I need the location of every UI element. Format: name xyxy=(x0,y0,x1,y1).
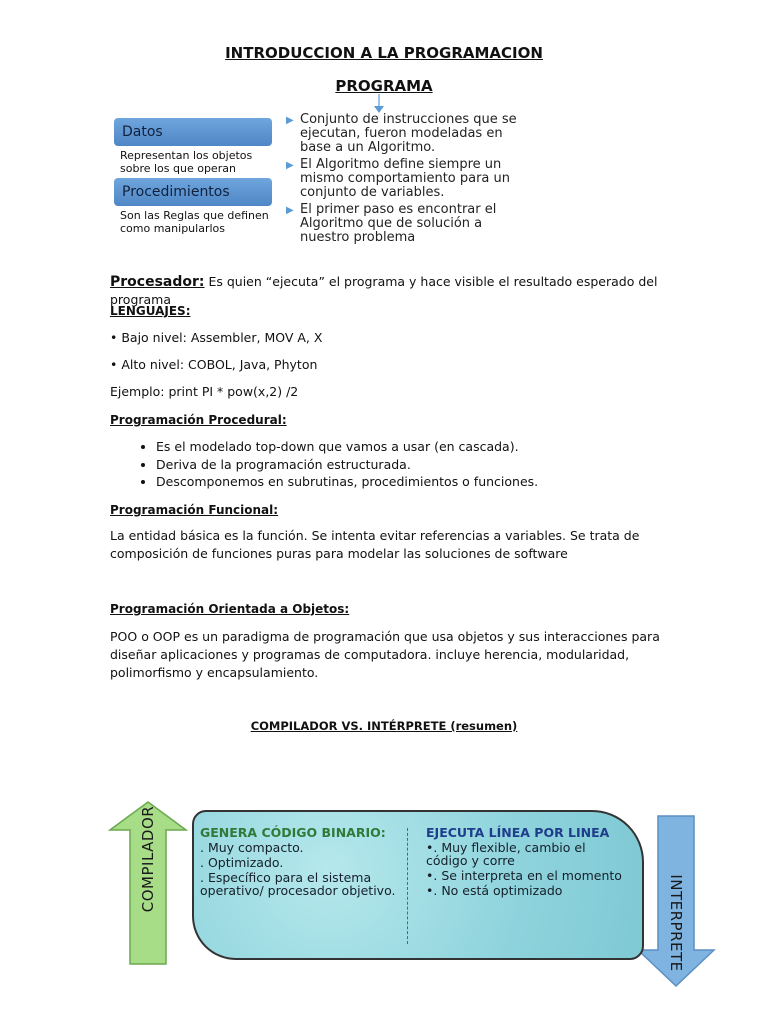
panel-divider xyxy=(407,828,408,944)
section-title-programa: PROGRAMA xyxy=(335,77,433,95)
list-item: . Específico para el sistema operativo/ procesador objetivo. xyxy=(200,870,396,898)
list-item: • Descomponemos en subrutinas, procedimientos o funciones. xyxy=(156,473,716,491)
datos-description: Representan los objetos sobre los que operan xyxy=(120,149,253,175)
poo-heading: Programación Orientada a Objetos: xyxy=(110,602,350,616)
list-item: •. Se interpreta en el momento xyxy=(426,868,622,883)
poo-text: POO o OOP es un paradigma de programación que usa objetos y sus interacciones para diseñar aplicaciones y programas de computadora. incluye herencia, modularidad, polimorfismo y encapsulamiento. xyxy=(110,629,660,680)
procedural-heading: Programación Procedural: xyxy=(110,413,287,427)
list-item: . Muy compacto. xyxy=(200,840,304,855)
procesador-text: Es quien “ejecuta” el programa y hace visible el resultado esperado del programa xyxy=(110,274,658,307)
triangle-bullet-icon: ▶ xyxy=(286,115,294,126)
list-item: •. Muy flexible, cambio el código y corre xyxy=(426,840,586,868)
interprete-column-title: EJECUTA LÍNEA POR LINEA xyxy=(426,825,610,840)
ejemplo-line: Ejemplo: print PI * pow(x,2) /2 xyxy=(110,384,299,399)
funcional-heading: Programación Funcional: xyxy=(110,503,279,517)
interprete-column xyxy=(426,826,626,897)
definition-item: ▶ Conjunto de instrucciones que se ejecutan, fueron modeladas en base a un Algoritmo. xyxy=(286,112,517,155)
alto-nivel-line: • Alto nivel: COBOL, Java, Phyton xyxy=(110,357,318,372)
compilador-column xyxy=(200,826,400,897)
bajo-nivel-line: • Bajo nivel: Assembler, MOV A, X xyxy=(110,330,323,345)
list-item: • Es el modelado top-down que vamos a usar (en cascada). xyxy=(156,438,716,456)
procedimientos-box: Procedimientos xyxy=(114,178,272,206)
procedural-list xyxy=(110,438,716,491)
definition-item: ▶ El Algoritmo define siempre un mismo comportamiento para un conjunto de variables. xyxy=(286,157,511,200)
list-item: . Optimizado. xyxy=(200,855,284,870)
page-title: INTRODUCCION A LA PROGRAMACION xyxy=(225,44,543,62)
procesador-label: Procesador: xyxy=(110,274,205,290)
funcional-text: La entidad básica es la función. Se intenta evitar referencias a variables. Se trata de composición de funciones puras para modelar las soluciones de software xyxy=(110,528,640,561)
procedimientos-description: Son las Reglas que definen como manipularlos xyxy=(120,209,269,235)
datos-box: Datos xyxy=(114,118,272,146)
compilador-label: COMPILADOR xyxy=(139,805,157,913)
list-item: • Deriva de la programación estructurada. xyxy=(156,456,716,474)
list-item: •. No está optimizado xyxy=(426,883,563,898)
triangle-bullet-icon: ▶ xyxy=(286,205,294,216)
triangle-bullet-icon: ▶ xyxy=(286,160,294,171)
interprete-label: INTERPRETE xyxy=(667,874,685,972)
lenguajes-heading: LENGUAJES: xyxy=(110,304,191,318)
definition-item: ▶ El primer paso es encontrar el Algoritmo que de solución a nuestro problema xyxy=(286,202,497,245)
connector-arrow-icon xyxy=(372,94,386,114)
compilador-column-title: GENERA CÓDIGO BINARIO: xyxy=(200,825,386,840)
comparison-heading: COMPILADOR VS. INTÉRPRETE (resumen) xyxy=(250,719,518,733)
